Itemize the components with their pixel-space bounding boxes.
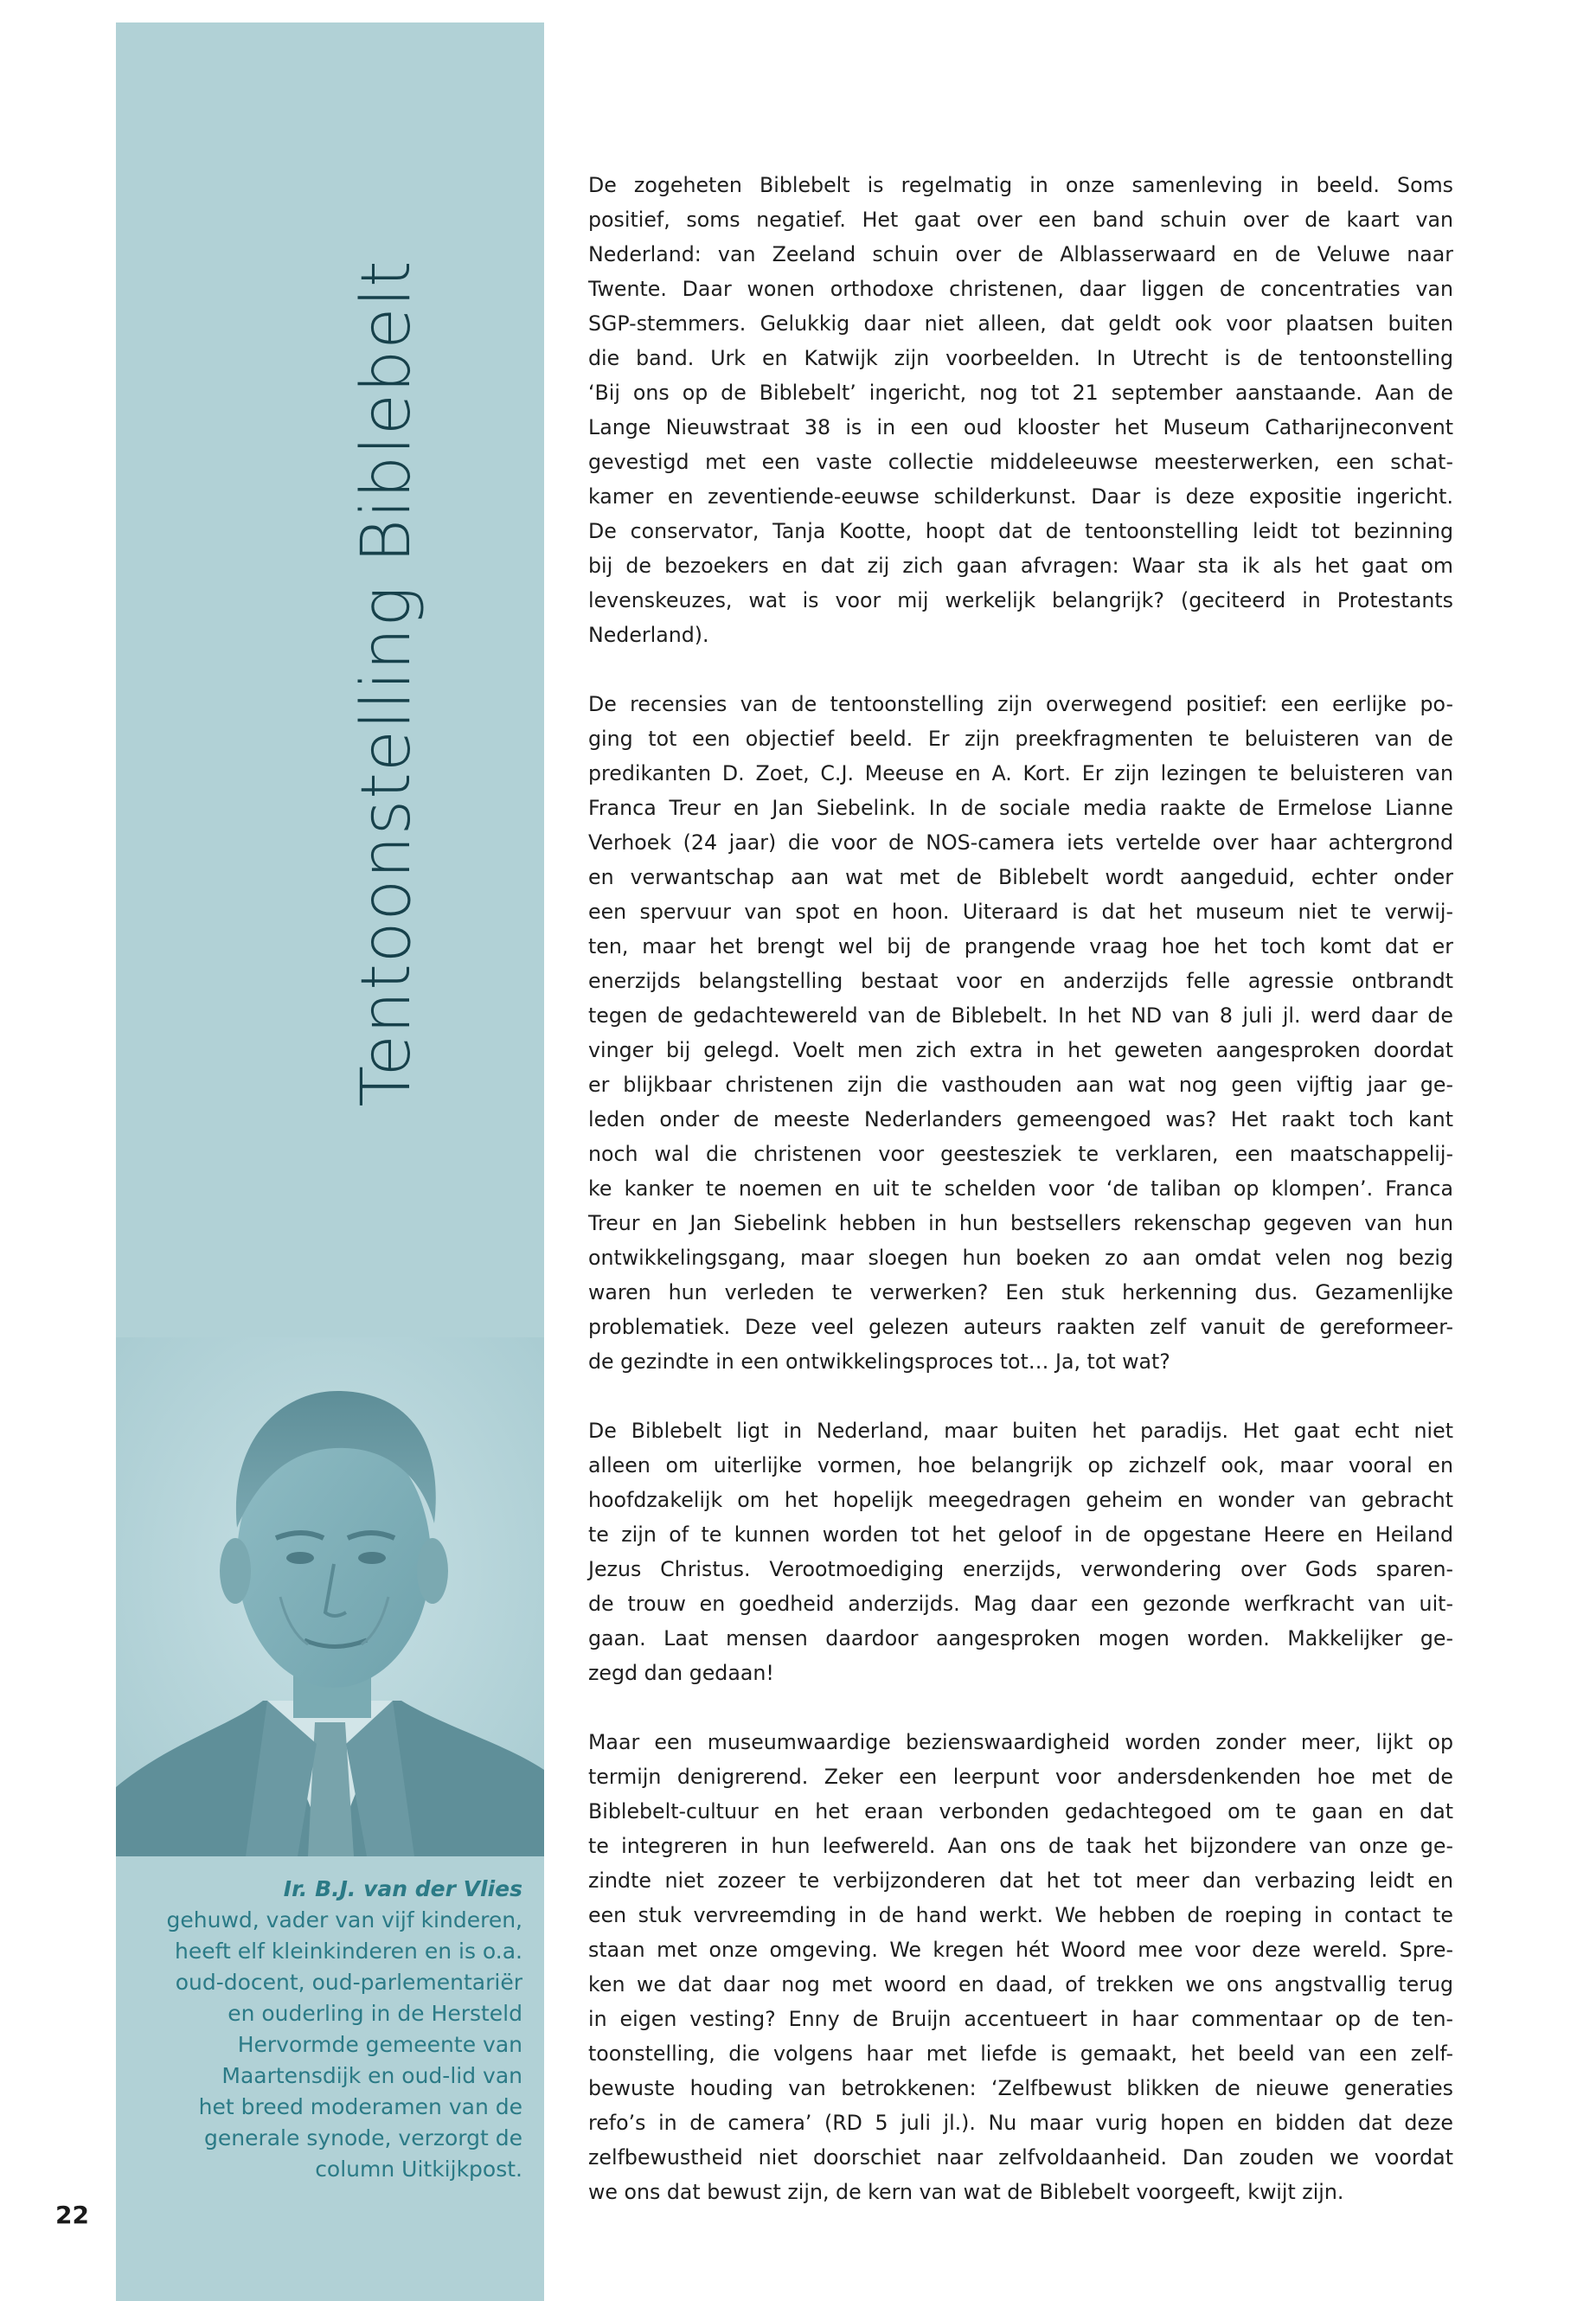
bio-line: Hervormde gemeente van — [237, 2032, 522, 2057]
text-line: enerzijds belangstelling bestaat voor en anderzijds felle agressie ontbrandt — [588, 969, 1453, 993]
text-line: ontwikkelingsgang, maar sloegen hun boeken zo aan omdat velen nog bezig — [588, 1246, 1453, 1270]
text-line: die band. Urk en Katwijk zijn voorbeelden. In Utrecht is de tentoonstelling — [588, 346, 1453, 370]
text-line: SGP-stemmers. Gelukkig daar niet alleen, dat geldt ook voor plaatsen buiten — [588, 311, 1453, 336]
text-line: levenskeuzes, wat is voor mij werkelijk belangrijk? (geciteerd in Protestants — [588, 588, 1453, 612]
text-line: de gezindte in een ontwikkelingsproces tot… Ja, tot wat? — [588, 1349, 1170, 1374]
text-line: een stuk vervreemding in de hand werkt. We hebben de roeping in contact te — [588, 1903, 1453, 1927]
author-bio — [116, 1874, 522, 2185]
text-line: Verhoek (24 jaar) die voor de NOS-camera iets vertelde over haar achtergrond — [588, 830, 1453, 855]
text-line: een spervuur van spot en hoon. Uiteraard is dat het museum niet te verwij- — [588, 900, 1453, 924]
text-line: ging tot een objectief beeld. Er zijn preekfragmenten te beluisteren van de — [588, 727, 1453, 751]
text-line: gevestigd met een vaste collectie middeleeuwse meesterwerken, een schat- — [588, 450, 1453, 474]
text-line: waren hun verleden te verwerken? Een stuk herkenning dus. Gezamenlijke — [588, 1280, 1453, 1304]
text-line: vinger bij gelegd. Voelt men zich extra in het geweten aangesproken doordat — [588, 1038, 1453, 1062]
text-line: staan met onze omgeving. We kregen hét Woord mee voor deze wereld. Spre- — [588, 1938, 1453, 1962]
text-line: Treur en Jan Siebelink hebben in hun bestsellers rekenschap gegeven van hun — [588, 1211, 1453, 1235]
bio-line: generale synode, verzorgt de — [203, 2125, 522, 2150]
text-line: en verwantschap aan wat met de Biblebelt wordt aangeduid, echter onder — [588, 865, 1453, 889]
sidebar-panel — [116, 22, 544, 2301]
article-paragraph — [588, 1413, 1453, 1690]
page-number: 22 — [55, 2201, 89, 2229]
bio-line: het breed moderamen van de — [198, 2094, 522, 2119]
article-title: Tentoonstelling Biblebelt — [348, 260, 426, 1107]
text-line: bewuste houding van betrokkenen: ‘Zelfbewust blikken de nieuwe generaties — [588, 2076, 1453, 2100]
text-line: Nederland: van Zeeland schuin over de Alblasserwaard en de Veluwe naar — [588, 242, 1453, 266]
bio-line: heeft elf kleinkinderen en is o.a. — [175, 1939, 522, 1964]
text-line: Twente. Daar wonen orthodoxe christenen, daar liggen de concentraties van — [588, 277, 1453, 301]
text-line: De conservator, Tanja Kootte, hoopt dat de tentoonstelling leidt tot bezinning — [588, 519, 1453, 543]
text-line: er blijkbaar christenen zijn die vasthouden aan wat nog geen vijftig jaar ge- — [588, 1073, 1453, 1097]
text-line: ten, maar het brengt wel bij de prangende vraag hoe het toch komt dat er — [588, 934, 1453, 958]
text-line: zelfbewustheid niet doorschiet naar zelfvoldaanheid. Dan zouden we voordat — [588, 2145, 1453, 2170]
text-line: zegd dan gedaan! — [588, 1661, 774, 1685]
text-line: Franca Treur en Jan Siebelink. In de sociale media raakte de Ermelose Lianne — [588, 796, 1453, 820]
bio-line: oud-docent, oud-parlementariër — [175, 1970, 522, 1995]
text-line: refo’s in de camera’ (RD 5 juli jl.). Nu maar vurig hopen en bidden dat deze — [588, 2111, 1453, 2135]
author-name: Ir. B.J. van der Vlies — [283, 1876, 522, 1901]
text-line: noch wal die christenen voor geestesziek te verklaren, een maatschappelij- — [588, 1142, 1453, 1166]
text-line: problematiek. Deze veel gelezen auteurs raakten zelf vanuit de gereformeer- — [588, 1315, 1453, 1339]
text-line: De recensies van de tentoonstelling zijn overwegend positief: een eerlijke po- — [588, 692, 1453, 716]
article-paragraph — [588, 1725, 1453, 2209]
text-line: leden onder de meeste Nederlanders gemeengoed was? Het raakt toch kant — [588, 1107, 1453, 1131]
bio-line: gehuwd, vader van vijf kinderen, — [166, 1907, 522, 1932]
text-line: zindte niet zozeer te verbijzonderen dat het tot meer dan verbazing leidt en — [588, 1868, 1453, 1893]
text-line: termijn denigrerend. Zeker een leerpunt voor andersdenkenden hoe met de — [588, 1765, 1453, 1789]
text-line: ken we dat daar nog met woord en daad, of trekken we ons angstvallig terug — [588, 1972, 1453, 1997]
portrait-photo — [116, 1337, 544, 1856]
text-line: Nederland). — [588, 623, 709, 647]
text-line: alleen om uiterlijke vormen, hoe belangrijk op zichzelf ook, maar vooral en — [588, 1453, 1453, 1477]
article-paragraph — [588, 687, 1453, 1379]
article-paragraph — [588, 168, 1453, 652]
text-line: Lange Nieuwstraat 38 is in een oud klooster het Museum Catharijneconvent — [588, 415, 1453, 439]
text-line: de trouw en goedheid anderzijds. Mag daar een gezonde werfkracht van uit- — [588, 1592, 1453, 1616]
text-line: De zogeheten Biblebelt is regelmatig in onze samenleving in beeld. Soms — [588, 173, 1453, 197]
text-line: bij de bezoekers en dat zij zich gaan afvragen: Waar sta ik als het gaat om — [588, 554, 1453, 578]
text-line: toonstelling, die volgens haar met liefde is gemaakt, het beeld van een zelf- — [588, 2041, 1453, 2066]
text-line: te integreren in hun leefwereld. Aan ons de taak het bijzondere van onze ge- — [588, 1834, 1453, 1858]
bio-line: en ouderling in de Hersteld — [228, 2001, 522, 2026]
text-line: kamer en zeventiende-eeuwse schilderkunst. Daar is deze expositie ingericht. — [588, 484, 1453, 509]
text-line: Maar een museumwaardige bezienswaardigheid worden zonder meer, lijkt op — [588, 1730, 1453, 1754]
article-body — [588, 168, 1453, 2209]
text-line: gaan. Laat mensen daardoor aangesproken mogen worden. Makkelijker ge- — [588, 1626, 1453, 1650]
text-line: Biblebelt-cultuur en het eraan verbonden gedachtegoed om te gaan en dat — [588, 1799, 1453, 1823]
text-line: De Biblebelt ligt in Nederland, maar buiten het paradijs. Het gaat echt niet — [588, 1419, 1453, 1443]
bio-line: column Uitkijkpost. — [315, 2157, 522, 2182]
text-line: tegen de gedachtewereld van de Biblebelt. In het ND van 8 juli jl. werd daar de — [588, 1003, 1453, 1028]
text-line: we ons dat bewust zijn, de kern van wat de Biblebelt voorgeeft, kwijt zijn. — [588, 2180, 1344, 2204]
text-line: hoofdzakelijk om het hopelijk meegedragen geheim en wonder van gebracht — [588, 1488, 1453, 1512]
text-line: positief, soms negatief. Het gaat over een band schuin over de kaart van — [588, 208, 1453, 232]
text-line: predikanten D. Zoet, C.J. Meeuse en A. Kort. Er zijn lezingen te beluisteren van — [588, 761, 1453, 785]
text-line: Jezus Christus. Verootmoediging enerzijds, verwondering over Gods sparen- — [588, 1557, 1453, 1581]
text-line: te zijn of te kunnen worden tot het geloof in de opgestane Heere en Heiland — [588, 1522, 1453, 1547]
text-line: in eigen vesting? Enny de Bruijn accentueert in haar commentaar op de ten- — [588, 2007, 1453, 2031]
bio-line: Maartensdijk en oud-lid van — [221, 2063, 522, 2088]
text-line: ke kanker te noemen en uit te schelden voor ‘de taliban op klompen’. Franca — [588, 1176, 1453, 1201]
text-line: ‘Bij ons op de Biblebelt’ ingericht, nog tot 21 september aanstaande. Aan de — [588, 381, 1453, 405]
